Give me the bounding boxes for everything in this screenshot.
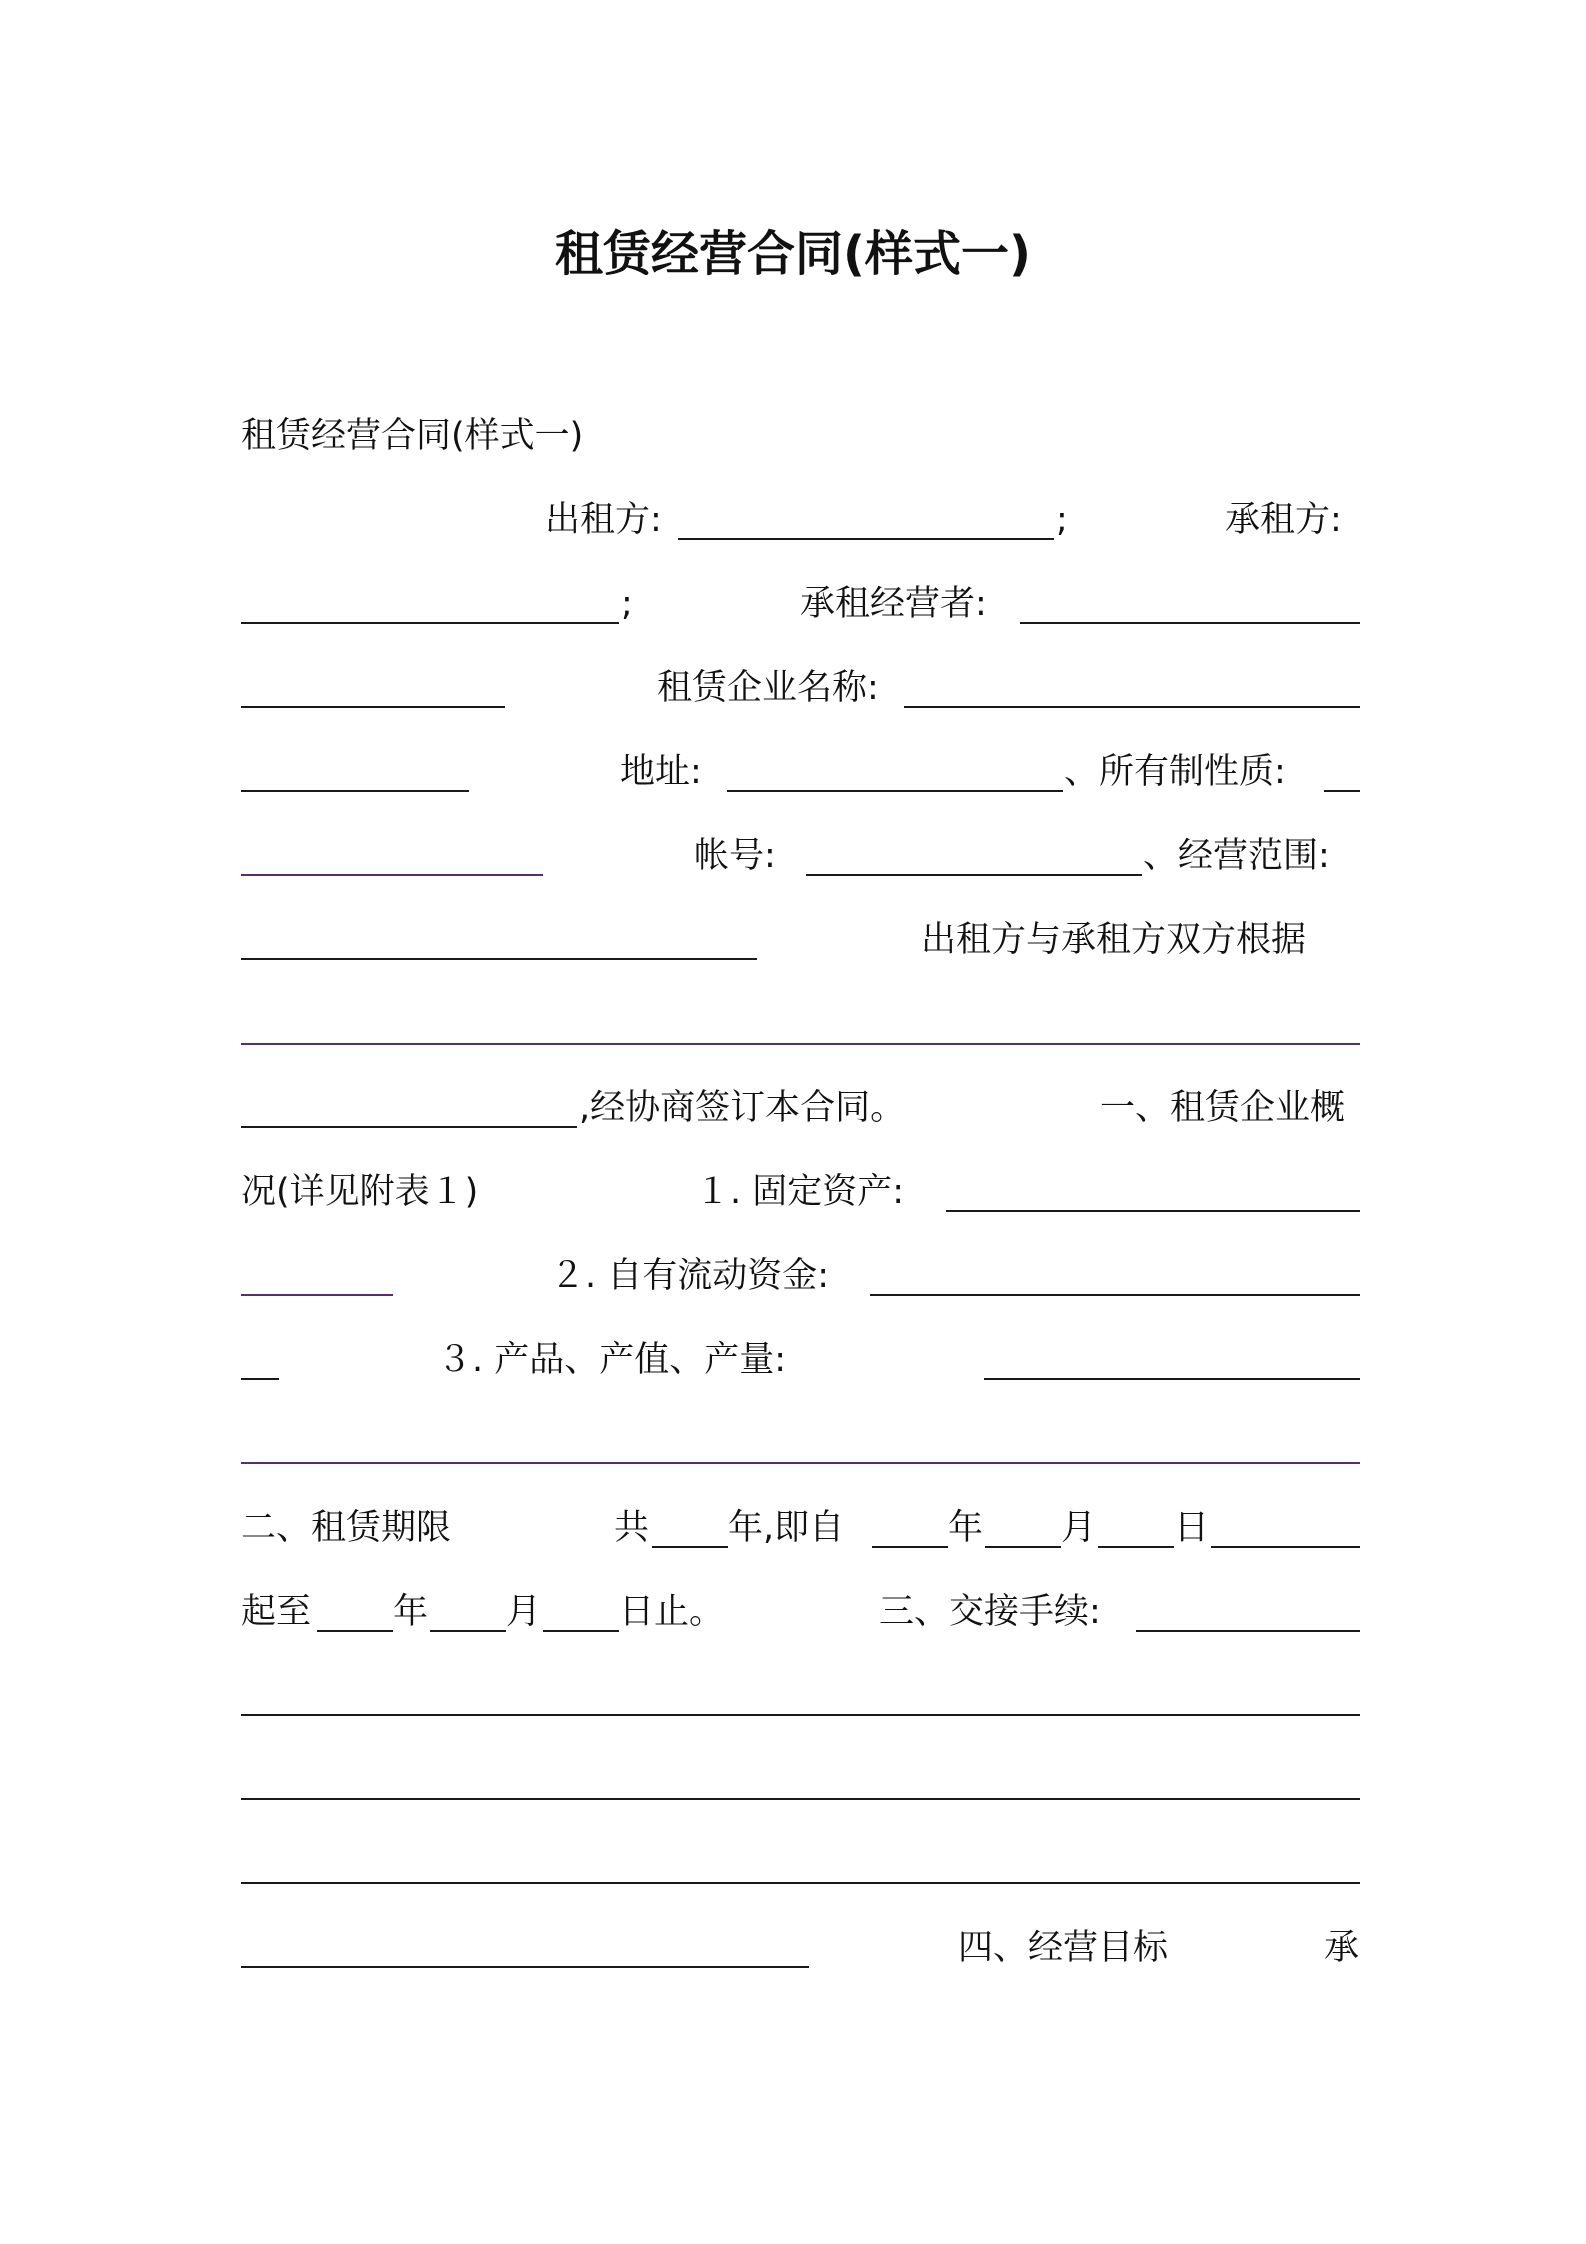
products-blank[interactable]: [984, 1378, 1360, 1380]
end-day-blank[interactable]: [543, 1630, 619, 1632]
lessee-label: 承租方:: [1225, 500, 1342, 540]
fixed-assets-blank-cont[interactable]: [241, 1294, 393, 1296]
fixed-assets-label: １. 固定资产:: [695, 1172, 905, 1212]
semicolon: ;: [1056, 500, 1068, 540]
month-label: 月: [1061, 1508, 1097, 1548]
start-year-blank[interactable]: [872, 1546, 948, 1548]
address-blank[interactable]: [727, 790, 1063, 792]
year-label: 年: [393, 1592, 429, 1632]
document-title: 租赁经营合同(样式一): [555, 226, 1031, 282]
start-day-blank[interactable]: [1098, 1546, 1174, 1548]
address-label: 地址:: [620, 752, 702, 792]
ownership-blank[interactable]: [1324, 790, 1360, 792]
operator-blank-cont[interactable]: [241, 706, 505, 708]
month-label: 月: [506, 1592, 542, 1632]
handover-blank-line-1[interactable]: [241, 1714, 1360, 1716]
section-1-heading: 一、租赁企业概: [1100, 1088, 1346, 1128]
working-capital-blank-cont[interactable]: [241, 1378, 279, 1380]
day-label: 日: [1174, 1508, 1210, 1548]
enterprise-name-blank-cont[interactable]: [241, 790, 469, 792]
total-years-blank[interactable]: [652, 1546, 728, 1548]
start-day-blank-tail[interactable]: [1211, 1546, 1360, 1548]
lessee-blank[interactable]: [241, 622, 619, 624]
continued-text: 承: [1324, 1928, 1360, 1968]
semicolon: ;: [621, 584, 633, 624]
day-end-label: 日止。: [619, 1592, 725, 1632]
handover-blank[interactable]: [1136, 1630, 1360, 1632]
lessor-label: 出租方:: [545, 500, 662, 540]
business-scope-blank[interactable]: [241, 958, 757, 960]
ownership-blank-cont[interactable]: [241, 874, 543, 876]
until-label: 起至: [241, 1592, 312, 1632]
operator-blank[interactable]: [1020, 622, 1360, 624]
enterprise-name-label: 租赁企业名称:: [657, 668, 879, 708]
section-3-heading: 三、交接手续:: [879, 1592, 1101, 1632]
business-scope-label: 、经营范围:: [1143, 836, 1330, 876]
account-label: 帐号:: [694, 836, 776, 876]
operator-label: 承租经营者:: [800, 584, 987, 624]
year-label: 年: [948, 1508, 984, 1548]
handover-blank-line-2[interactable]: [241, 1798, 1360, 1800]
end-year-blank[interactable]: [317, 1630, 393, 1632]
end-month-blank[interactable]: [430, 1630, 506, 1632]
basis-text: 出租方与承租方双方根据: [921, 920, 1307, 960]
products-label: ３. 产品、产值、产量:: [437, 1340, 787, 1380]
account-blank[interactable]: [806, 874, 1142, 876]
start-month-blank[interactable]: [985, 1546, 1061, 1548]
section-4-heading: 四、经营目标: [958, 1928, 1169, 1968]
basis-blank-cont[interactable]: [241, 1126, 577, 1128]
overview-text: 况(详见附表１): [241, 1172, 479, 1212]
section-2-heading: 二、租赁期限: [241, 1508, 452, 1548]
basis-blank[interactable]: [241, 1043, 1360, 1045]
agreement-text: ,经协商签订本合同。: [579, 1088, 906, 1128]
fixed-assets-blank[interactable]: [946, 1210, 1360, 1212]
enterprise-name-blank[interactable]: [904, 706, 1360, 708]
handover-blank-line-3[interactable]: [241, 1882, 1360, 1884]
products-blank-cont[interactable]: [241, 1462, 1360, 1464]
year-from-label: 年,即自: [728, 1508, 845, 1548]
total-label: 共: [614, 1508, 650, 1548]
ownership-label: 、所有制性质:: [1064, 752, 1286, 792]
working-capital-label: ２. 自有流动资金:: [550, 1256, 830, 1296]
working-capital-blank[interactable]: [870, 1294, 1360, 1296]
lessor-blank[interactable]: [678, 538, 1054, 540]
handover-blank-line-4[interactable]: [241, 1966, 809, 1968]
document-subtitle: 租赁经营合同(样式一): [241, 416, 584, 456]
